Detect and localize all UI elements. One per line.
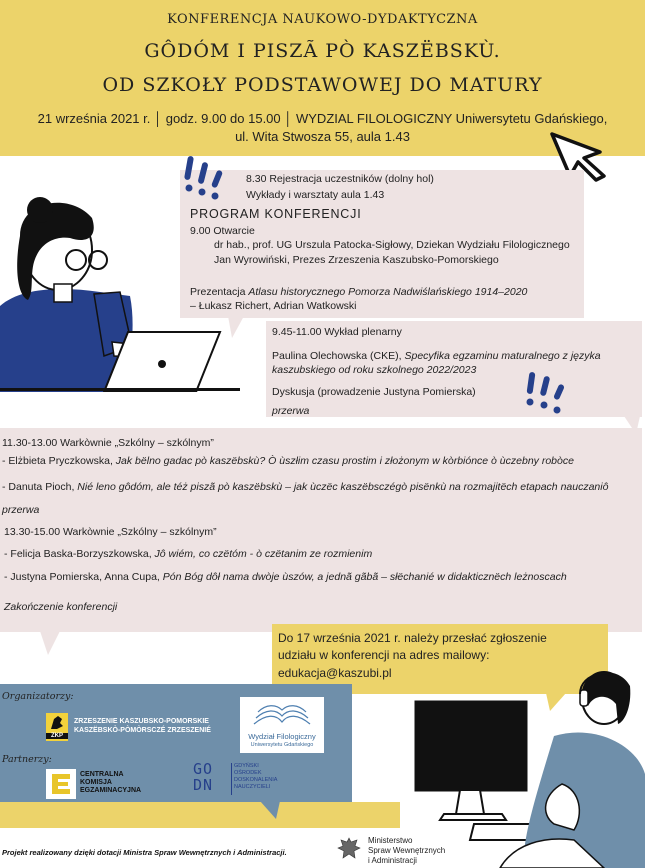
- plenary-author: Paulina Olechowska (CKE),: [272, 350, 405, 362]
- plenary-title-part2: kaszubskiego od roku szkolnego 2022/2023: [272, 364, 477, 376]
- person-computer-illustration: [404, 664, 645, 868]
- plenary-line1: [272, 349, 601, 363]
- registration-email[interactable]: edukacja@kaszubi.pl: [278, 666, 392, 680]
- presentation-title: Atlasu historycznego Pomorza Nadwiślańskiego 1914–2020: [248, 286, 528, 298]
- workshop2-item1-author: - Felicja Baska-Borzyszkowska,: [4, 548, 155, 560]
- godn-mark: GO DN: [193, 760, 214, 794]
- plenary-break: przerwa: [272, 405, 310, 417]
- open-book-icon: [252, 700, 312, 728]
- godn-name-line1: GDYŃSKI: [234, 763, 259, 769]
- conference-info-line1: 21 września 2021 r. │ godz. 9.00 do 15.00 │ WYDZIAL FILOLOGICZNY Uniwersytetu Gdańskiego,: [37, 111, 608, 126]
- godn-name-line2: OŚRODEK: [234, 770, 262, 776]
- registration-line1: Do 17 września 2021 r. należy przesłać zgłoszenie: [278, 631, 547, 645]
- lectures-location: Wykłady i warsztaty aula 1.43: [246, 189, 385, 201]
- workshop1-item1-author: - Elżbieta Pryczkowska,: [2, 455, 116, 467]
- wf-name-line2: Uniwersytetu Gdańskiego: [250, 742, 314, 748]
- speech-tail: [260, 801, 282, 821]
- conference-closing: Zakończenie konferencji: [4, 601, 118, 613]
- workshop-break: przerwa: [2, 504, 40, 516]
- workshop1-item1-title: Jak bëlno gadac pò kaszëbskù? Ò ùszłim czasu prostim i złożonym w kòrbiónce ò ùczebny robòce: [115, 455, 574, 467]
- workshop2-heading: 13.30-15.00 Warkòwnie „Szkólny – szkólnym”: [4, 526, 217, 538]
- ministry-line3: i Administracji: [368, 856, 417, 865]
- opening-speaker-2: Jan Wyrowiński, Prezes Zrzeszenia Kaszubsko-Pomorskiego: [214, 254, 499, 266]
- conference-subtitle: KONFERENCJA NAUKOWO-DYDAKTYCZNA: [167, 12, 478, 27]
- opening-speaker-1: dr hab., prof. UG Urszula Patocka-Sigłowy, Dziekan Wydziału Filologicznego: [214, 239, 570, 251]
- workshop2-item1-title: Jô wiém, co czëtóm - ò czëtanim ze rozmienim: [154, 548, 373, 560]
- zkp-name-line1: ZRZESZENIE KASZUBSKO-POMORSKIE: [74, 718, 209, 725]
- workshop1-item2-title: Nié leno gôdóm, ale téż piszã pò kaszëbskù – jak ùczëc kaszëbsczégò pisënkù na rozmajitëch etapach nauczaniô: [77, 481, 609, 493]
- cke-name-line1: CENTRALNA: [80, 771, 124, 778]
- opening-time: 9.00 Otwarcie: [190, 225, 255, 237]
- conference-title-line2: OD SZKOŁY PODSTAWOWEJ DO MATURY: [102, 74, 543, 96]
- workshop2-item2: [4, 570, 567, 584]
- presentation-prefix: Prezentacja: [190, 286, 249, 298]
- presentation-line: [190, 285, 527, 299]
- registration-time: 8.30 Rejestracja uczestników (dolny hol): [246, 173, 434, 185]
- program-heading: PROGRAM KONFERENCJI: [190, 207, 362, 221]
- plenary-title-part1: Specyfika egzaminu maturalnego z języka: [404, 350, 601, 362]
- partners-label: Partnerzy:: [2, 754, 52, 765]
- eagle-emblem-icon: [337, 836, 361, 862]
- plenary-time: 9.45-11.00 Wykład plenarny: [272, 326, 402, 338]
- workshop2-item2-title: Pón Bóg dôł nama dwòje ùszów, a jednã gãbã – słëchanié w didakticznëch leżnoscach: [162, 571, 567, 583]
- conference-info-line2: ul. Wita Stwosza 55, aula 1.43: [235, 129, 410, 144]
- woman-laptop-illustration: [0, 196, 230, 392]
- workshop2-item2-author: - Justyna Pomierska, Anna Cupa,: [4, 571, 163, 583]
- cke-name-line3: EGZAMINACYJNA: [80, 787, 142, 794]
- desk-line: [0, 388, 240, 391]
- exclamation-icon: [522, 370, 572, 416]
- cke-name-line2: KOMISJA: [80, 779, 112, 786]
- presentation-authors: – Łukasz Richert, Adrian Watkowski: [190, 300, 357, 312]
- bottom-band: [0, 802, 400, 828]
- cke-mark-icon: [50, 772, 72, 796]
- organizers-label: Organizatorzy:: [2, 691, 74, 702]
- workshop1-item1: [2, 454, 574, 468]
- registration-line2: udziału w konferencji na adres mailowy:: [278, 648, 490, 662]
- speech-tail: [40, 631, 62, 657]
- godn-name-line4: NAUCZYCIELI: [234, 784, 271, 790]
- wf-name-line1: Wydział Filologiczny: [248, 732, 316, 741]
- ministry-line1: Ministerstwo: [368, 836, 413, 845]
- zkp-name-line2: KASZËBSKÒ-PÒMÒRSCZÉ ZRZESZENIÉ: [74, 727, 211, 734]
- godn-name-line3: DOSKONALENIA: [234, 777, 278, 783]
- exclamation-icon: [182, 154, 230, 202]
- conference-title-line1: GÔDÓM I PISZÃ PÒ KASZËBSKÙ.: [144, 40, 501, 62]
- plenary-discussion: Dyskusja (prowadzenie Justyna Pomierska): [272, 386, 476, 398]
- zkp-badge: ZKP: [46, 733, 68, 739]
- project-funding-note: Projekt realizowany dzięki dotacji Ministra Spraw Wewnętrznych i Administracji.: [2, 848, 287, 857]
- workshop1-item2: [2, 480, 608, 494]
- godn-divider: [231, 763, 232, 795]
- workshop2-item1: [4, 547, 372, 561]
- workshop1-item2-author: - Danuta Pioch,: [2, 481, 78, 493]
- ministry-line2: Spraw Wewnętrznych: [368, 846, 446, 855]
- workshop1-heading: 11.30-13.00 Warkòwnie „Szkólny – szkólnym”: [2, 437, 214, 449]
- griffin-icon: [48, 714, 66, 732]
